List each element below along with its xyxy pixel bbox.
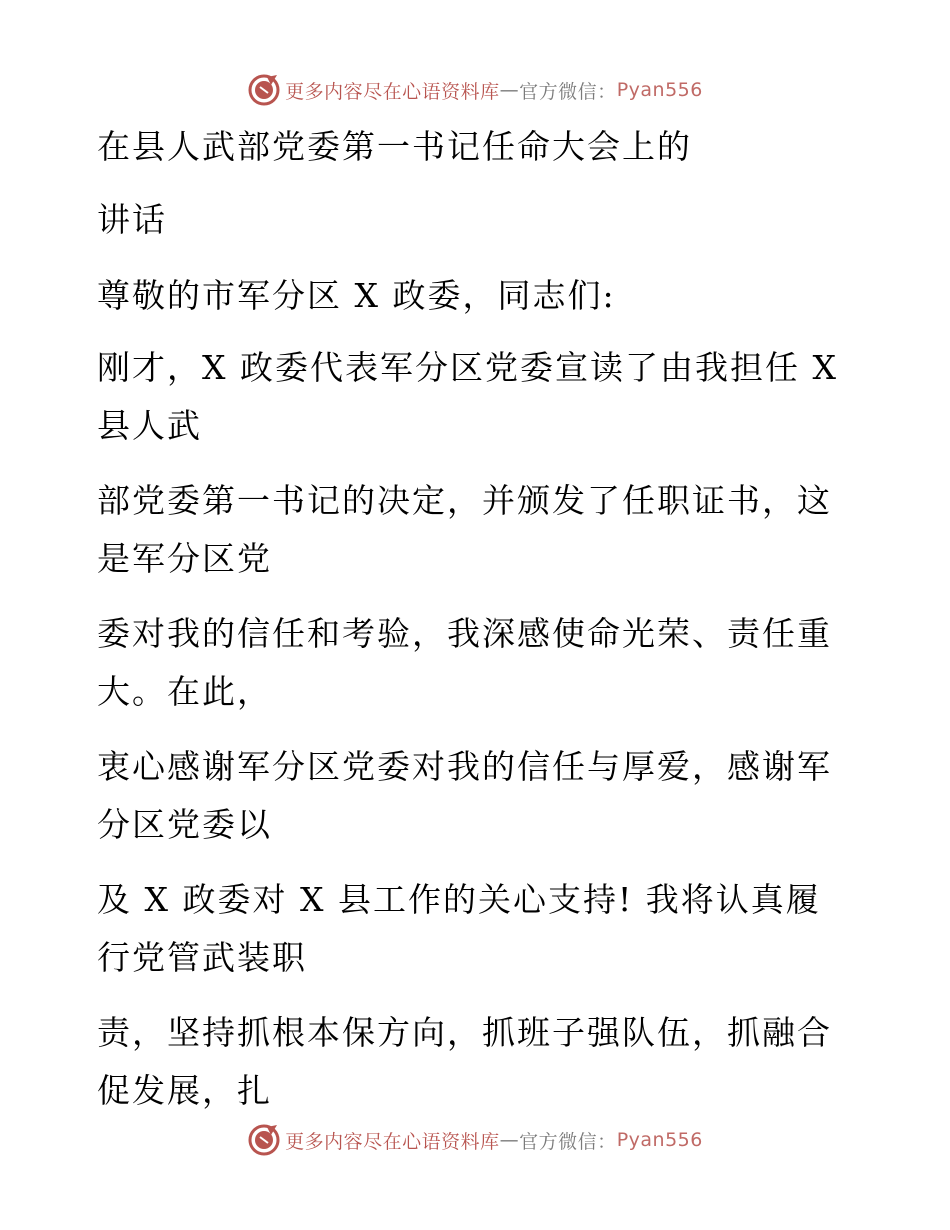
paragraph-line: 促发展，扎	[97, 1071, 272, 1110]
paragraph-line: 分区党委以	[97, 805, 272, 844]
header-separator: —	[499, 79, 520, 101]
paragraph-line: 是军分区党	[97, 539, 272, 578]
title-line-2: 讲话	[97, 200, 167, 239]
paragraph-line: 行党管武装职	[97, 938, 307, 977]
paragraph-line: 委对我的信任和考验，我深感使命光荣、责任重	[97, 614, 832, 653]
header-wechat-label: 官方微信：	[519, 80, 617, 103]
salutation-line: 尊敬的市军分区 X 政委，同志们:	[97, 276, 616, 315]
footer-wechat-id: Pyan556	[616, 1129, 703, 1151]
paragraph-line: 大。在此，	[97, 672, 272, 711]
footer-brand-text: 更多内容尽在心语资料库	[285, 1130, 500, 1153]
footer-separator: —	[499, 1129, 520, 1151]
pen-logo-icon	[247, 73, 281, 107]
paragraph-line: 及 X 政委对 X 县工作的关心支持! 我将认真履	[97, 880, 821, 919]
header-wechat-id: Pyan556	[616, 79, 703, 101]
header-banner	[0, 70, 950, 110]
pen-logo-icon	[247, 1123, 281, 1157]
paragraph-line: 部党委第一书记的决定，并颁发了任职证书，这	[97, 481, 832, 520]
paragraph-line: 衷心感谢军分区党委对我的信任与厚爱，感谢军	[97, 747, 832, 786]
title-line-1: 在县人武部党委第一书记任命大会上的	[97, 127, 692, 166]
paragraph-line: 县人武	[97, 406, 202, 445]
footer-wechat-label: 官方微信：	[519, 1130, 617, 1153]
paragraph-line: 责，坚持抓根本保方向，抓班子强队伍，抓融合	[97, 1013, 832, 1052]
header-brand-text: 更多内容尽在心语资料库	[285, 80, 500, 103]
paragraph-line: 刚才，X 政委代表军分区党委宣读了由我担任 X	[97, 348, 838, 387]
footer-banner	[0, 1120, 950, 1160]
